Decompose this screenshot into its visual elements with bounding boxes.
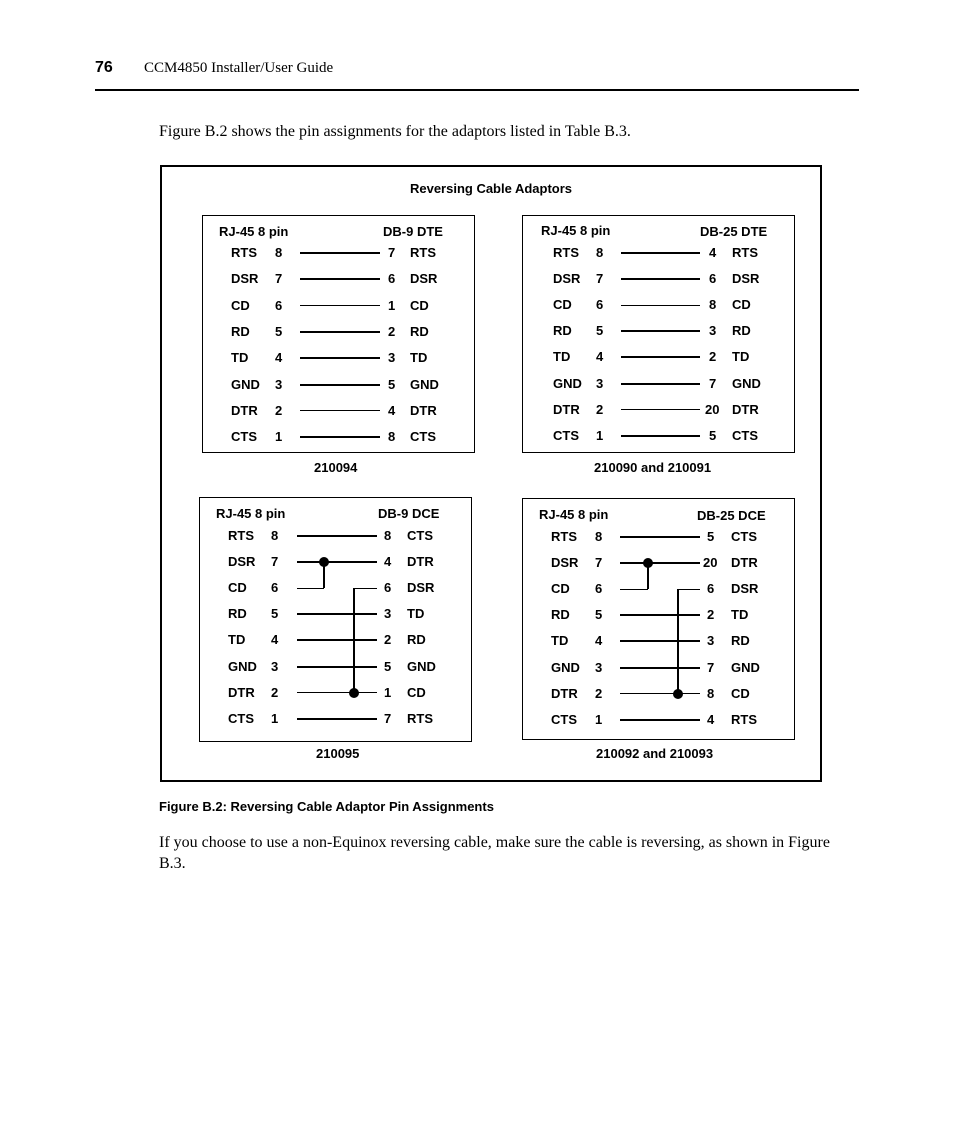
signal-left: DSR xyxy=(228,554,256,570)
part-number: 210090 and 210091 xyxy=(594,460,712,475)
pin-left: 1 xyxy=(275,429,283,445)
connector-label-right: DB-9 DTE xyxy=(383,224,443,239)
signal-right: GND xyxy=(731,659,760,675)
signal-right: CD xyxy=(410,297,429,313)
pin-right: 4 xyxy=(384,554,392,570)
signal-left: TD xyxy=(231,350,249,366)
connector-label-right: DB-25 DCE xyxy=(697,508,766,523)
pin-right: 5 xyxy=(709,427,717,443)
signal-right: TD xyxy=(407,606,425,622)
pin-right: 3 xyxy=(707,633,715,649)
wire xyxy=(621,278,700,280)
pin-right: 6 xyxy=(709,271,717,287)
header-rule xyxy=(95,89,859,91)
signal-right: CTS xyxy=(407,528,433,543)
document-title: CCM4850 Installer/User Guide xyxy=(144,60,334,76)
pin-right: 8 xyxy=(709,297,717,313)
wire xyxy=(300,252,380,253)
signal-right: GND xyxy=(732,375,761,391)
pin-right: 4 xyxy=(388,402,396,418)
pin-right: 2 xyxy=(709,349,717,365)
signal-left: DSR xyxy=(553,271,581,287)
signal-left: RD xyxy=(231,323,250,339)
wire xyxy=(621,330,700,332)
signal-left: DTR xyxy=(231,402,258,418)
signal-left: RTS xyxy=(553,245,579,260)
pin-left: 3 xyxy=(595,659,603,675)
pin-right: 2 xyxy=(707,607,715,623)
pin-left: 4 xyxy=(275,350,283,366)
pin-right: 3 xyxy=(388,350,396,366)
intro-paragraph: Figure B.2 shows the pin assignments for the adaptors listed in Table B.3. xyxy=(159,123,631,140)
signal-right: TD xyxy=(732,349,750,365)
wire xyxy=(297,561,377,563)
wire xyxy=(300,384,380,386)
figure-title: Reversing Cable Adaptors xyxy=(409,181,573,196)
pin-left: 4 xyxy=(596,349,604,365)
wire xyxy=(620,640,700,642)
wire xyxy=(300,305,380,306)
wire xyxy=(297,535,377,537)
signal-right: CD xyxy=(731,685,750,701)
pin-right: 8 xyxy=(388,429,396,445)
signal-right: CD xyxy=(732,297,751,313)
junction-dot xyxy=(349,688,359,698)
pin-right: 7 xyxy=(384,710,392,726)
connector-label-left: RJ-45 8 pin xyxy=(541,223,611,238)
wire xyxy=(300,278,380,280)
part-number: 210095 xyxy=(316,746,360,761)
signal-right: RD xyxy=(732,323,751,339)
pin-left: 5 xyxy=(271,606,279,622)
wire xyxy=(621,356,700,358)
signal-left: DSR xyxy=(231,271,259,287)
pin-left: 5 xyxy=(596,323,604,339)
wire xyxy=(620,614,700,616)
pin-right: 7 xyxy=(707,659,715,675)
signal-left: GND xyxy=(231,376,260,392)
wire xyxy=(297,666,377,668)
signal-right: RD xyxy=(731,633,750,649)
connector-label-left: RJ-45 8 pin xyxy=(219,224,289,239)
signal-right: DTR xyxy=(732,401,759,417)
junction-dot xyxy=(673,689,683,699)
wire xyxy=(647,563,648,589)
pin-left: 6 xyxy=(275,297,283,313)
signal-left: GND xyxy=(228,658,257,674)
signal-right: CTS xyxy=(410,429,436,445)
signal-left: CTS xyxy=(231,429,257,445)
pin-left: 3 xyxy=(596,375,604,391)
pin-right: 1 xyxy=(384,684,392,700)
signal-right: DSR xyxy=(407,580,435,596)
signal-right: DSR xyxy=(731,581,759,597)
signal-left: RTS xyxy=(228,528,254,543)
signal-left: DTR xyxy=(553,401,580,417)
wire xyxy=(620,719,700,721)
pin-right: 4 xyxy=(709,245,717,260)
pin-right: 2 xyxy=(384,632,392,648)
pin-left: 2 xyxy=(275,402,283,418)
pin-left: 7 xyxy=(596,271,604,287)
signal-left: RTS xyxy=(551,529,577,544)
pin-left: 5 xyxy=(595,607,603,623)
wire xyxy=(354,588,377,589)
wire xyxy=(297,613,377,615)
wire xyxy=(620,536,700,538)
pin-left: 4 xyxy=(595,633,603,649)
pin-left: 8 xyxy=(271,528,279,543)
signal-right: CTS xyxy=(732,427,758,443)
pin-left: 1 xyxy=(595,711,603,727)
pin-right: 7 xyxy=(388,245,396,260)
pin-right: 8 xyxy=(707,685,715,701)
signal-left: RTS xyxy=(231,245,257,260)
closing-paragraph: If you choose to use a non-Equinox reversing cable, make sure the cable is reversing, as shown in Figure B.3. xyxy=(159,834,830,872)
pin-right: 6 xyxy=(388,271,396,287)
signal-right: DTR xyxy=(410,402,437,418)
pin-right: 4 xyxy=(707,711,715,727)
signal-left: DTR xyxy=(228,684,255,700)
signal-left: GND xyxy=(553,375,582,391)
wire xyxy=(621,383,700,385)
signal-right: RTS xyxy=(407,710,433,726)
signal-left: TD xyxy=(551,633,569,649)
signal-left: TD xyxy=(228,632,246,648)
part-number: 210094 xyxy=(314,460,358,475)
pin-right: 2 xyxy=(388,323,396,339)
pin-right: 7 xyxy=(709,375,717,391)
pin-left: 6 xyxy=(271,580,279,596)
pin-left: 1 xyxy=(271,710,279,726)
connector-label-right: DB-9 DCE xyxy=(378,506,440,521)
connector-label-left: RJ-45 8 pin xyxy=(216,506,286,521)
pin-right: 20 xyxy=(705,401,720,417)
wire xyxy=(620,589,648,590)
wire xyxy=(621,252,700,253)
wire xyxy=(621,435,700,437)
signal-left: TD xyxy=(553,349,571,365)
wire xyxy=(300,410,380,411)
signal-right: RTS xyxy=(732,245,758,260)
pin-right: 6 xyxy=(384,580,392,596)
page-number: 76 xyxy=(95,59,113,76)
signal-right: GND xyxy=(407,658,436,674)
wire xyxy=(300,436,380,438)
part-number: 210092 and 210093 xyxy=(596,746,714,761)
signal-left: CD xyxy=(231,297,250,313)
wire xyxy=(620,693,700,694)
wire xyxy=(678,589,700,590)
signal-right: DTR xyxy=(407,554,434,570)
figure-caption: Figure B.2: Reversing Cable Adaptor Pin Assignments xyxy=(159,799,494,814)
wire xyxy=(620,667,700,669)
pin-right: 3 xyxy=(709,323,717,339)
pin-right: 5 xyxy=(388,376,396,392)
signal-left: CD xyxy=(553,297,572,313)
pin-left: 6 xyxy=(596,297,604,313)
pin-left: 7 xyxy=(275,271,283,287)
wire xyxy=(323,562,324,588)
signal-left: RD xyxy=(551,607,570,623)
pin-right: 5 xyxy=(384,658,392,674)
wire xyxy=(300,331,380,333)
pin-right: 20 xyxy=(703,555,718,571)
signal-left: CD xyxy=(551,581,570,597)
pin-left: 3 xyxy=(271,658,279,674)
pin-left: 4 xyxy=(271,632,279,648)
pin-left: 2 xyxy=(595,685,603,701)
signal-right: RTS xyxy=(731,711,757,727)
signal-right: RD xyxy=(410,323,429,339)
wire xyxy=(297,639,377,641)
pin-left: 5 xyxy=(275,323,283,339)
wire xyxy=(297,692,377,693)
wire xyxy=(297,588,324,589)
pin-right: 8 xyxy=(384,528,392,543)
pin-left: 7 xyxy=(595,555,603,571)
signal-left: CTS xyxy=(228,710,254,726)
pin-right: 6 xyxy=(707,581,715,597)
signal-right: TD xyxy=(731,607,749,623)
pin-right: 5 xyxy=(707,529,715,544)
pin-left: 2 xyxy=(596,401,604,417)
signal-right: DSR xyxy=(410,271,438,287)
wire xyxy=(677,589,678,693)
wire xyxy=(621,409,700,410)
pin-left: 3 xyxy=(275,376,283,392)
wire xyxy=(353,588,354,692)
pin-left: 2 xyxy=(271,684,279,700)
signal-left: GND xyxy=(551,659,580,675)
signal-left: RD xyxy=(553,323,572,339)
signal-left: DTR xyxy=(551,685,578,701)
signal-left: CD xyxy=(228,580,247,596)
pin-left: 6 xyxy=(595,581,603,597)
signal-right: CD xyxy=(407,684,426,700)
signal-right: DSR xyxy=(732,271,760,287)
signal-right: DTR xyxy=(731,555,758,571)
signal-right: CTS xyxy=(731,529,757,544)
pin-left: 8 xyxy=(595,529,603,544)
signal-left: RD xyxy=(228,606,247,622)
pin-left: 8 xyxy=(596,245,604,260)
wire xyxy=(297,718,377,720)
connector-label-right: DB-25 DTE xyxy=(700,224,768,239)
signal-left: CTS xyxy=(551,711,577,727)
signal-right: RD xyxy=(407,632,426,648)
pin-left: 7 xyxy=(271,554,279,570)
wire xyxy=(620,562,700,564)
signal-right: GND xyxy=(410,376,439,392)
pin-right: 1 xyxy=(388,297,396,313)
connector-label-left: RJ-45 8 pin xyxy=(539,507,609,522)
pin-left: 1 xyxy=(596,427,604,443)
pin-right: 3 xyxy=(384,606,392,622)
wire xyxy=(300,357,380,359)
signal-right: RTS xyxy=(410,245,436,260)
signal-left: DSR xyxy=(551,555,579,571)
signal-left: CTS xyxy=(553,427,579,443)
pin-left: 8 xyxy=(275,245,283,260)
wire xyxy=(621,305,700,306)
signal-right: TD xyxy=(410,350,428,366)
